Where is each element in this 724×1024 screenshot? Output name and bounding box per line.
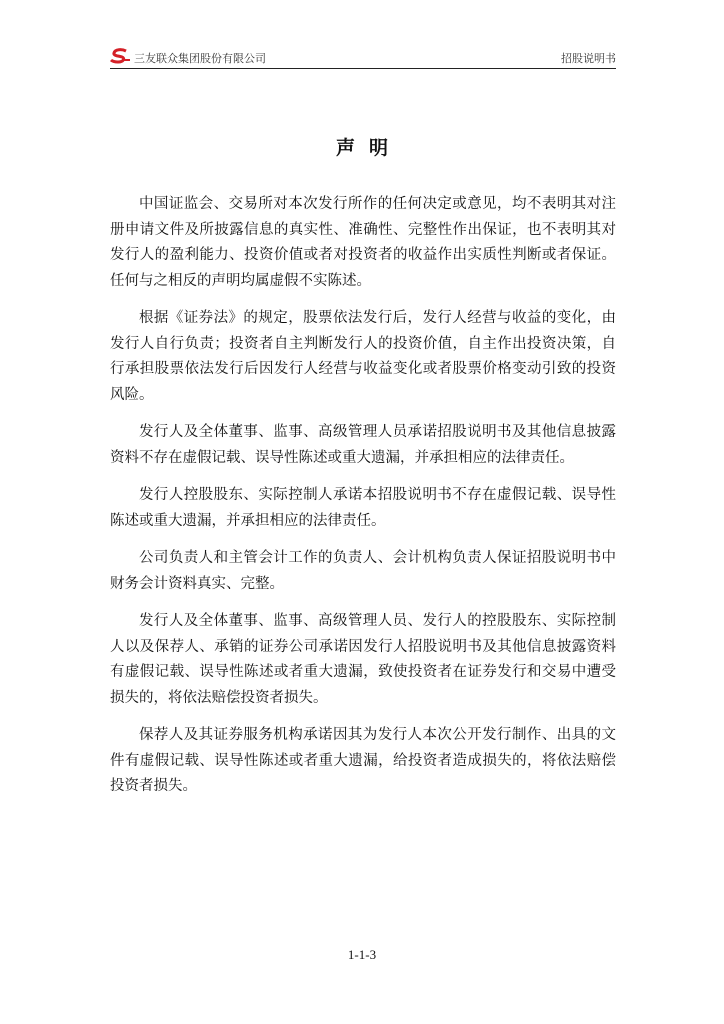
page-title: 声明 xyxy=(335,137,402,159)
statement-body xyxy=(110,192,616,812)
paragraph: 中国证监会、交易所对本次发行所作的任何决定或意见，均不表明其对注册申请文件及所披露信息的真实性、准确性、完整性作出保证，也不表明其对发行人的盈利能力、投资价值或者对投资者的收益作出实质性判断或者保证。任何与之相反的声明均属虚假不实陈述。 xyxy=(110,196,616,289)
company-logo-icon xyxy=(110,48,132,64)
paragraph: 公司负责人和主管会计工作的负责人、会计机构负责人保证招股说明书中财务会计资料真实、完整。 xyxy=(110,550,616,592)
page-number: 1-1-3 xyxy=(347,947,377,962)
page-header xyxy=(110,46,616,69)
company-name: 三友联众集团股份有限公司 xyxy=(134,52,266,65)
document-type: 招股说明书 xyxy=(561,52,616,65)
paragraph: 发行人及全体董事、监事、高级管理人员承诺招股说明书及其他信息披露资料不存在虚假记载、误导性陈述或重大遗漏，并承担相应的法律责任。 xyxy=(110,424,616,466)
paragraph: 发行人控股股东、实际控制人承诺本招股说明书不存在虚假记载、误导性陈述或重大遗漏，并承担相应的法律责任。 xyxy=(110,487,616,529)
paragraph: 根据《证券法》的规定，股票依法发行后，发行人经营与收益的变化，由发行人自行负责；投资者自主判断发行人的投资价值，自主作出投资决策，自行承担股票依法发行后因发行人经营与收益变化或者股票价格变动引致的投资风险。 xyxy=(110,310,616,403)
paragraph: 发行人及全体董事、监事、高级管理人员、发行人的控股股东、实际控制人以及保荐人、承销的证券公司承诺因发行人招股说明书及其他信息披露资料有虚假记载、误导性陈述或者重大遗漏，致使投资者在证券发行和交易中遭受损失的，将依法赔偿投资者损失。 xyxy=(110,613,616,706)
paragraph: 保荐人及其证券服务机构承诺因其为发行人本次公开发行制作、出具的文件有虚假记载、误导性陈述或者重大遗漏，给投资者造成损失的，将依法赔偿投资者损失。 xyxy=(110,727,616,794)
